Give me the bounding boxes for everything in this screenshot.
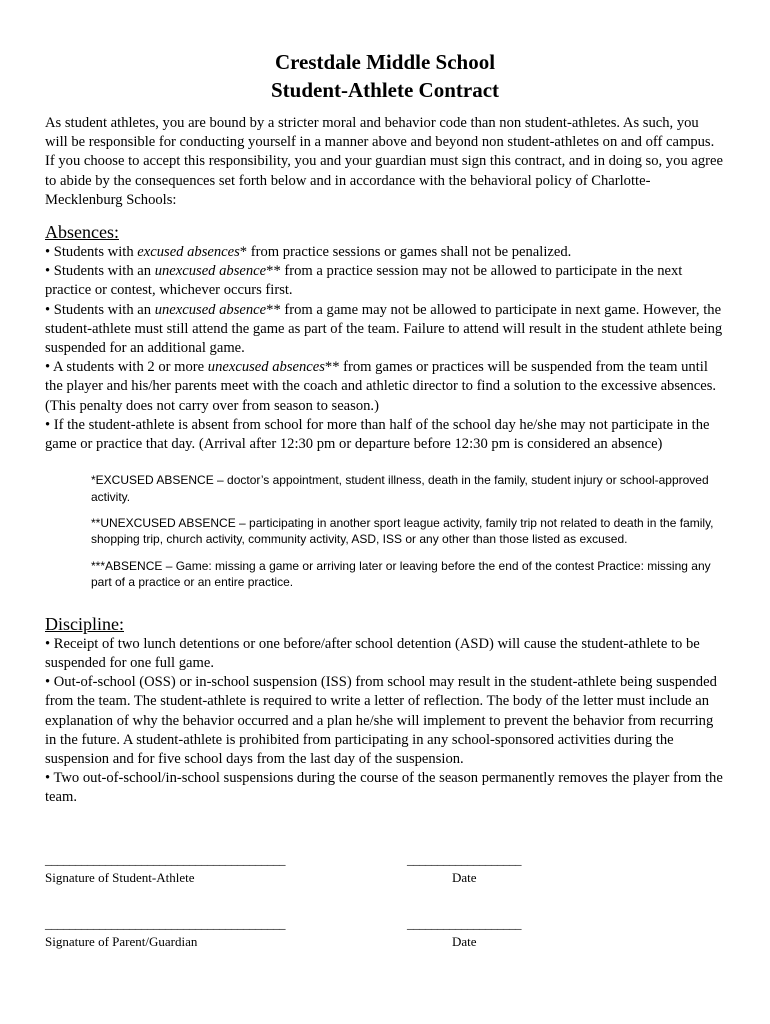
- contract-page: [45, 48, 725, 808]
- student-date-line[interactable]: ___________________: [407, 852, 521, 867]
- absences-list: [45, 243, 725, 454]
- parent-date-label: Date: [452, 934, 477, 949]
- student-signature-label: Signature of Student-Athlete: [45, 870, 195, 885]
- unexcused-absence-note: **UNEXCUSED ABSENCE – participating in another sport league activity, family trip not related to death in the family, shopping trip, church activity, community activity, ASD, ISS or any other than those listed as excused.: [91, 516, 714, 547]
- absence-bullet-4: • A students with 2 or more unexcused absences** from games or practices will be suspended from the team until the player and his/her parents meet with the coach and athletic director to find a solution to the excessive absences. (This penalty does not carry over from season to season.): [45, 359, 717, 414]
- absence-bullet-2: • Students with an unexcused absence** from a practice session may not be allowed to participate in the next practice or contest, whichever occurs first.: [45, 263, 683, 299]
- excused-absence-note: *EXCUSED ABSENCE – doctor’s appointment, student illness, death in the family, student injury or school-approved activity.: [91, 473, 709, 504]
- absences-heading: Absences:: [45, 222, 119, 243]
- student-date-label: Date: [452, 870, 477, 885]
- absence-bullet-1: • Students with excused absences* from practice sessions or games shall not be penalized.: [45, 244, 572, 261]
- school-name: Crestdale Middle School: [274, 50, 496, 74]
- absence-definitions: [91, 472, 725, 590]
- absence-bullet-3: • Students with an unexcused absence** from a game may not be allowed to participate in next game. However, the student-athlete must still attend the game as part of the team. Failure to attend will result in the student athlete being suspended for an additional game.: [45, 301, 723, 357]
- discipline-bullet-1: • Receipt of two lunch detentions or one before/after school detention (ASD) will cause the student-athlete to be suspended for one full game.: [45, 635, 700, 671]
- discipline-bullet-2: • Out-of-school (OSS) or in-school suspension (ISS) from school may result in the student-athlete being suspended from the team. The student-athlete is required to write a letter of reflection. The body of the letter must include an explanation of why the behavior occurred and a plan he/she will implement to prevent the behavior from recurring in the future. A student-athlete is prohibited from participating in any school-sponsored activities during the suspension and for five school days from the last day of the suspension.: [45, 674, 717, 767]
- absence-bullet-5: • If the student-athlete is absent from school for more than half of the school day he/she may not participate in the game or practice that day. (Arrival after 12:30 pm or departure before 12:30 pm is considered an absence): [45, 416, 710, 453]
- absence-note: ***ABSENCE – Game: missing a game or arriving later or leaving before the end of the contest Practice: missing any part of a practice or an entire practice.: [91, 558, 711, 590]
- discipline-heading: Discipline:: [45, 613, 124, 634]
- intro-paragraph: As student athletes, you are bound by a stricter moral and behavior code than non student-athletes. As such, you will be responsible for conducting yourself in a manner above and beyond non student-athletes on and off campus. If you choose to accept this responsibility, you and your guardian must sign this contract, and in doing so, you agree to abide by the consequences set forth below and in accordance with the behavioral policy of Charlotte-Mecklenburg Schools:: [45, 115, 723, 208]
- discipline-bullet-3: • Two out-of-school/in-school suspensions during the course of the season permanently removes the player from the team.: [45, 770, 723, 806]
- parent-date-line[interactable]: ___________________: [407, 916, 521, 931]
- parent-signature-line[interactable]: ________________________________________: [45, 916, 285, 931]
- parent-signature-label: Signature of Parent/Guardian: [45, 934, 198, 949]
- discipline-list: [45, 635, 725, 808]
- student-signature-line[interactable]: ________________________________________: [45, 852, 285, 867]
- contract-title: Student-Athlete Contract: [270, 78, 500, 102]
